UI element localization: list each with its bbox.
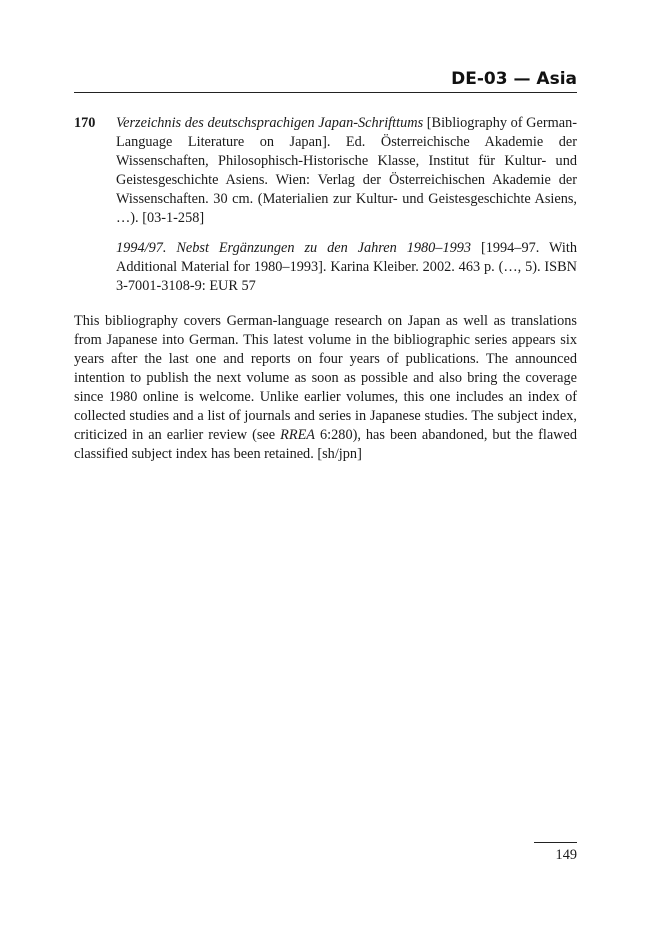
entry-volume-title: 1994/97. Nebst Ergänzungen zu den Jahren 1980–1993 <box>116 240 472 256</box>
entry-number: 170 <box>74 115 96 131</box>
page-number: 149 <box>555 847 577 863</box>
footer-rule <box>534 842 577 843</box>
entry-volume-details: [1994–97. With Additional Material for 1980–1993]. Karina Kleiber. 2002. 463 p. (…, 5). ISBN 3-7001-3108-9: EUR 57 <box>116 240 577 294</box>
header-rule <box>74 92 577 93</box>
annotation-text-before: This bibliography covers German-language research on Japan as well as translations from Japanese into German. This latest volume in the bibliographic series appears six years after the last one and reports on four years of publications. The announced intention to publish the next volume as soon as possible and also bring the coverage since 1980 online is welcome. Unlike earlier volumes, this one includes an index of collected studies and a list of journals and series in Japanese studies. The subject index, criticized in an earlier review (see <box>74 313 577 443</box>
bibliography-entry <box>74 114 577 296</box>
entry-body <box>116 114 577 296</box>
entry-volume-citation <box>116 239 577 296</box>
annotation-text-after: 6:280), has been abandoned, but the flawed classified subject index has been retained. [sh/jpn] <box>74 427 577 462</box>
annotation-citation: RREA <box>280 427 316 443</box>
entry-main-title: Verzeichnis des deutschsprachigen Japan-Schrifttums <box>116 115 424 131</box>
entry-main-citation <box>116 114 577 228</box>
entry-annotation <box>74 312 577 464</box>
section-header: DE-03 — Asia <box>451 69 577 89</box>
entry-main-details: [Bibliography of German-Language Literature on Japan]. Ed. Österreichische Akademie der Wissenschaften, Philosophisch-Historische Klasse, Institut für Kultur- und Geistesgeschichte Asiens. Wien: Verlag der Österreichischen Akademie der Wissenschaften. 30 cm. (Materialien zur Kultur- und Geistesgeschichte Asiens, …). [03-1-258] <box>116 115 577 226</box>
